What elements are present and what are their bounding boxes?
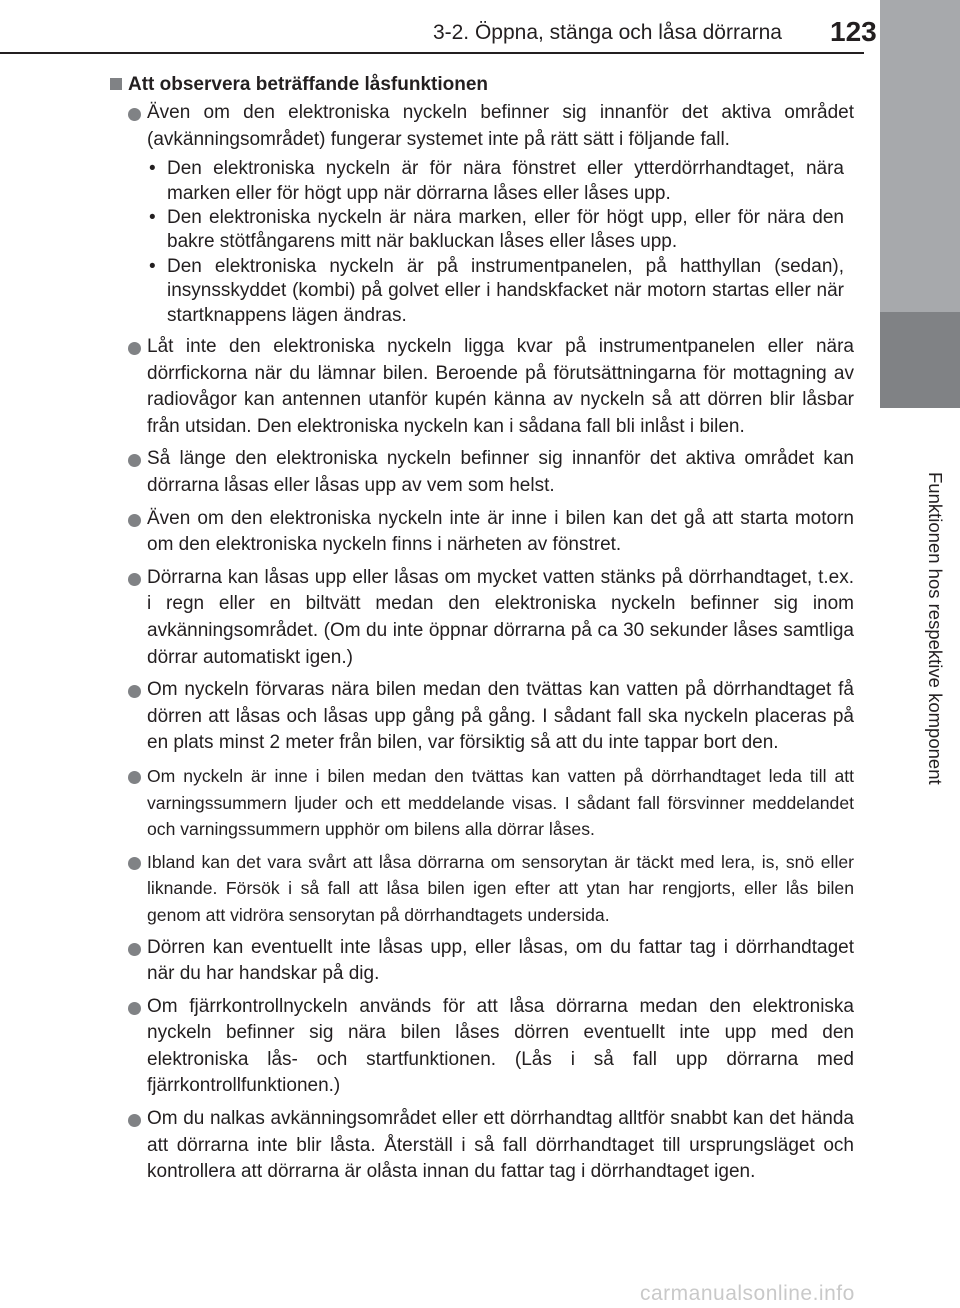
page-number: 123 — [830, 16, 877, 47]
round-bullet-icon — [128, 1114, 141, 1127]
round-bullet-icon — [128, 771, 141, 784]
list-item — [110, 446, 854, 499]
round-bullet-icon — [128, 1002, 141, 1015]
round-bullet-icon — [128, 108, 141, 121]
chapter-number: 3 — [915, 427, 925, 444]
page-content — [110, 72, 854, 1192]
sub-list — [147, 157, 854, 328]
round-bullet-icon — [128, 342, 141, 355]
list-item-text: Även om den elektroniska nyckeln inte är inne i bilen kan det gå att starta motorn om den elektroniska nyckeln finns i närheten av fönstret. — [147, 507, 854, 556]
list-item — [110, 506, 854, 559]
side-tab-chapter-block — [880, 312, 960, 408]
square-bullet-icon — [110, 78, 122, 90]
list-item — [110, 677, 854, 757]
header-rule — [0, 52, 864, 54]
bullet-dot-icon: • — [149, 158, 156, 180]
bullet-dot-icon: • — [149, 255, 156, 277]
chapter-title-vertical: Funktionen hos respektive komponent — [925, 472, 946, 785]
side-tab-upper — [880, 0, 960, 312]
list-item-text: Ibland kan det vara svårt att låsa dörrarna om sensorytan är täckt med lera, is, snö eller liknande. Försök i så fall att låsa bilen igen efter att ytan har rengjorts, eller lås bilen genom att vidröra sensorytan på dörrhandtagets undersida. — [147, 851, 854, 925]
list-item — [110, 935, 854, 988]
sub-list-item-text: Den elektroniska nyckeln är för nära fönstret eller ytterdörrhandtaget, nära marken eller för högt upp när dörrarna låses eller låses upp. — [167, 158, 844, 204]
list-item-text: Även om den elektroniska nyckeln befinner sig innanför det aktiva området (avkänningsområdet) fungerar systemet inte på rätt sätt i följande fall. — [147, 102, 854, 150]
section-heading-text: Att observera beträffande låsfunktionen — [128, 74, 489, 95]
sub-list-item — [147, 157, 854, 206]
sub-list-item — [147, 206, 854, 255]
watermark-text: carmanualsonline.info — [640, 1282, 855, 1305]
round-bullet-icon — [128, 685, 141, 698]
list-item-text: Om du nalkas avkänningsområdet eller ett dörrhandtag alltför snabbt kan det hända att dörrarna inte blir låsta. Återställ i så fall dörrhandtaget till ursprungsläget och kontrollera att dörrarna är olåsta innan du fattar tag i dörrhandtaget igen. — [147, 1108, 854, 1183]
list-item-text: Dörren kan eventuellt inte låsas upp, eller låsas, om du fattar tag i dörrhandtaget när du har handskar på dig. — [147, 936, 854, 985]
list-item-text: Så länge den elektroniska nyckeln befinner sig innanför det aktiva området kan dörrarna låsas eller låsas upp av vem som helst. — [147, 448, 854, 496]
list-item — [110, 565, 854, 671]
round-bullet-icon — [128, 943, 141, 956]
list-item — [110, 763, 854, 843]
list-item — [110, 334, 854, 440]
list-item-text: Om fjärrkontrollnyckeln används för att låsa dörrarna medan den elektroniska nyckeln befinner sig nära bilen låses dörren eventuellt inte upp med den elektroniska lås- och startfunktionen. (Lås i så fall upp dörrarna med fjärrkontrollfunktionen.) — [147, 995, 854, 1097]
sub-list-item — [147, 255, 854, 328]
running-header-title: 3-2. Öppna, stänga och låsa dörrarna — [432, 21, 782, 44]
round-bullet-icon — [128, 514, 141, 527]
sub-list-item-text: Den elektroniska nyckeln är på instrumentpanelen, på hatthyllan (sedan), insynsskyddet (kombi) på golvet eller i handskfacket när motorn startas eller när startknappens lägen ändras. — [167, 255, 844, 326]
sub-list-item-text: Den elektroniska nyckeln är nära marken, eller för högt upp, eller för nära den bakre stötfångarens mitt när bakluckan låses eller låses upp. — [167, 207, 844, 253]
list-item-text: Dörrarna kan låsas upp eller låsas om mycket vatten stänks på dörrhandtaget, t.ex. i regn eller en biltvätt medan den elektroniska nyckeln befinner sig inom avkänningsområdet. (Om du inte öppnar dörrarna på ca 30 sekunder låses samtliga dörrar automatiskt igen.) — [147, 566, 854, 668]
list-item-text: Om nyckeln är inne i bilen medan den tvättas kan vatten på dörrhandtaget leda till att varningssummern ljuder och ett meddelande visas. I sådant fall försvinner meddelandet och varningssummern upphör om bilens alla dörrar låses. — [147, 765, 854, 840]
round-bullet-icon — [128, 454, 141, 467]
list-item — [110, 100, 854, 328]
section-heading — [110, 72, 854, 98]
list-item — [110, 849, 854, 929]
bullet-dot-icon: • — [149, 207, 156, 228]
list-item — [110, 1106, 854, 1186]
list-item — [110, 994, 854, 1100]
list-item-text: Om nyckeln förvaras nära bilen medan den tvättas kan vatten på dörrhandtaget få dörren att låsas och låsas upp gång på gång. I sådant fall ska nyckeln placeras på en plats minst 2 meter från bilen, var försiktig så att du inte tappar bort den. — [147, 679, 854, 754]
round-bullet-icon — [128, 857, 141, 870]
round-bullet-icon — [128, 573, 141, 586]
list-item-text: Låt inte den elektroniska nyckeln ligga kvar på instrumentpanelen eller nära dörrfickorna när du lämnar bilen. Beroende på förutsättningarna för mottagning av radiovågor kan antennen utanför kupén känna av nyckeln så att dörren blir låsbar från utsidan. Den elektroniska nyckeln kan i sådana fall bli inlåst i bilen. — [147, 336, 854, 437]
